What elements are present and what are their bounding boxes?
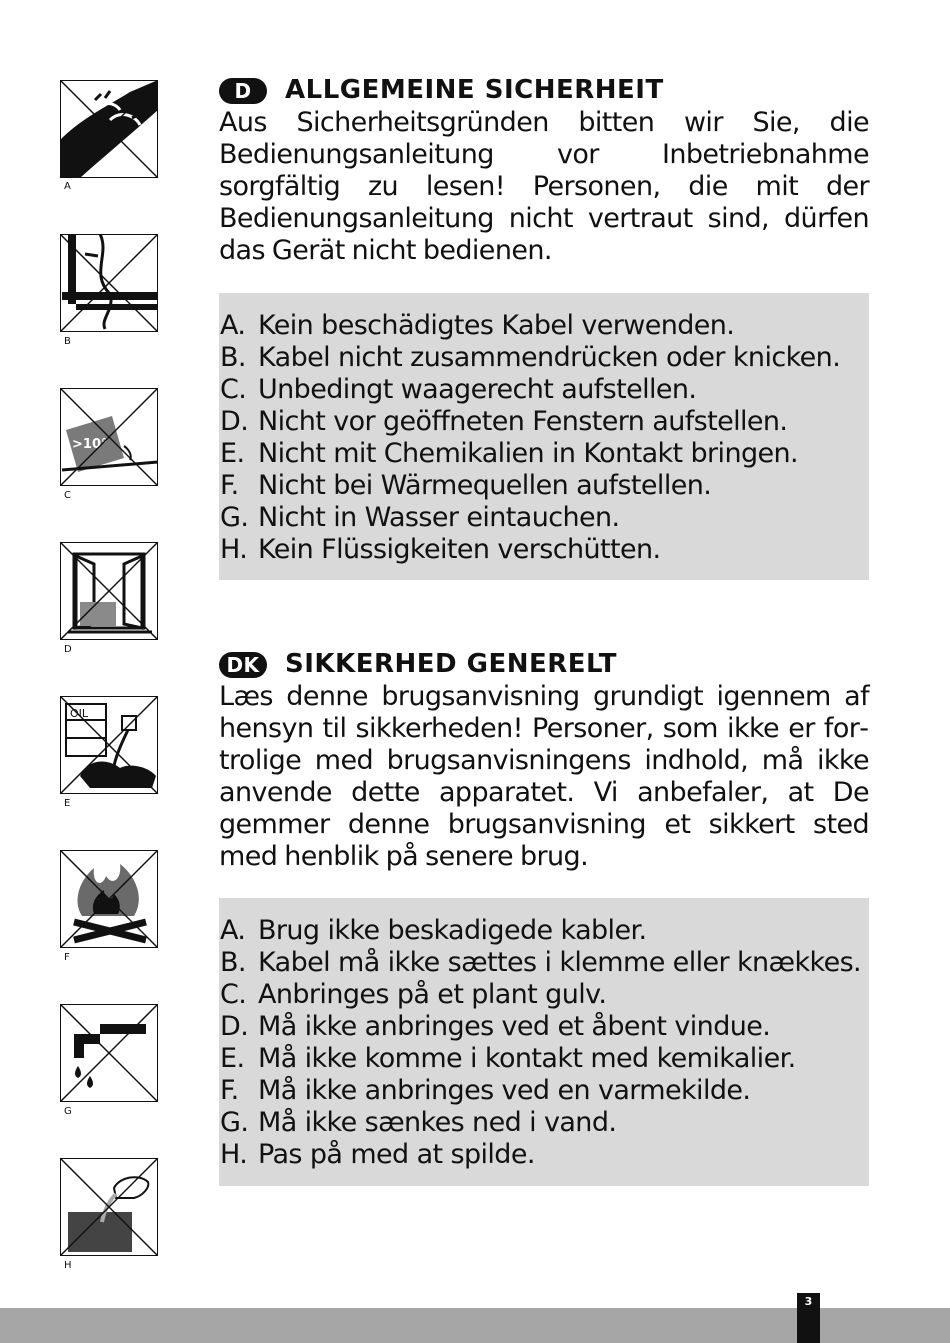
page-number: 3 — [797, 1293, 820, 1343]
list-item: G. Nicht in Wasser eintauchen. — [220, 502, 620, 533]
section-danish — [219, 647, 869, 873]
list-item: H. Kein Flüssigkeiten verschütten. — [220, 534, 661, 565]
list-item: D. Må ikke anbringes ved et åbent vindue. — [220, 1011, 771, 1042]
icon-letter-a: A — [64, 181, 71, 192]
tilt-angle-icon — [60, 388, 158, 486]
intro-paragraph: Aus Sicherheitsgründen bitten wir Sie, die Bedienungsanleitung vor Inbetriebnahme sorgfältig zu lesen! Personen, die mit der Bedienungsanleitung nicht vertraut sind, dürfen das Gerät nicht bedienen. — [219, 107, 869, 266]
list-item: A. Kein beschädigtes Kabel verwenden. — [220, 310, 735, 341]
section-heading — [219, 647, 869, 681]
list-item: B. Kabel må ikke sættes i klemme eller knækkes. — [220, 947, 862, 978]
spill-liquid-icon — [60, 1158, 158, 1256]
list-item: F. Må ikke anbringes ved en varmekilde. — [220, 1075, 751, 1106]
tilt-label: >10° — [72, 437, 108, 452]
water-tap-icon — [60, 1004, 158, 1102]
section-title: SIKKERHED GENERELT — [285, 649, 618, 679]
list-item: A. Brug ikke beskadigede kabler. — [220, 915, 647, 946]
icon-letter-h: H — [64, 1260, 72, 1271]
list-item: H. Pas på med at spilde. — [220, 1139, 535, 1170]
list-item: C. Anbringes på et plant gulv. — [220, 979, 607, 1010]
section-heading — [219, 73, 869, 107]
language-badge-dk: DK — [219, 652, 267, 678]
pinched-cable-icon — [60, 234, 158, 332]
list-item: F. Nicht bei Wärmequellen aufstellen. — [220, 470, 712, 501]
list-item: G. Må ikke sænkes ned i vand. — [220, 1107, 617, 1138]
intro-paragraph: Læs denne brugsanvisning grundigt igennem af hensyn til sikkerheden! Personer, som ikke er fortrolige med brugsanvisningens indhold, må ikke anvende dette apparatet. Vi anbefaler, at De gemmer denne brugsanvisning et sikkert sted med henblik på senere brug. — [219, 681, 869, 872]
oil-label: OIL — [70, 707, 89, 720]
icon-letter-e: E — [64, 798, 71, 809]
icon-letter-g: G — [64, 1106, 72, 1117]
chemicals-icon — [60, 696, 158, 794]
rules-list-german — [219, 293, 869, 580]
fire-heat-icon — [60, 850, 158, 948]
list-item: C. Unbedingt waagerecht aufstellen. — [220, 374, 697, 405]
damaged-cable-icon — [60, 80, 158, 178]
list-item: E. Nicht mit Chemikalien in Kontakt bringen. — [220, 438, 799, 469]
icon-letter-f: F — [64, 952, 70, 963]
rules-list-danish — [219, 898, 869, 1186]
open-window-icon — [60, 542, 158, 640]
icon-letter-b: B — [64, 336, 71, 347]
icon-letter-d: D — [64, 644, 72, 655]
icon-letter-c: C — [64, 490, 71, 501]
section-title: ALLGEMEINE SICHERHEIT — [285, 75, 664, 105]
list-item: B. Kabel nicht zusammendrücken oder knicken. — [220, 342, 841, 373]
list-item: D. Nicht vor geöffneten Fenstern aufstellen. — [220, 406, 788, 437]
language-badge-d: D — [219, 78, 267, 104]
list-item: E. Må ikke komme i kontakt med kemikalier. — [220, 1043, 796, 1074]
section-german — [219, 73, 869, 267]
